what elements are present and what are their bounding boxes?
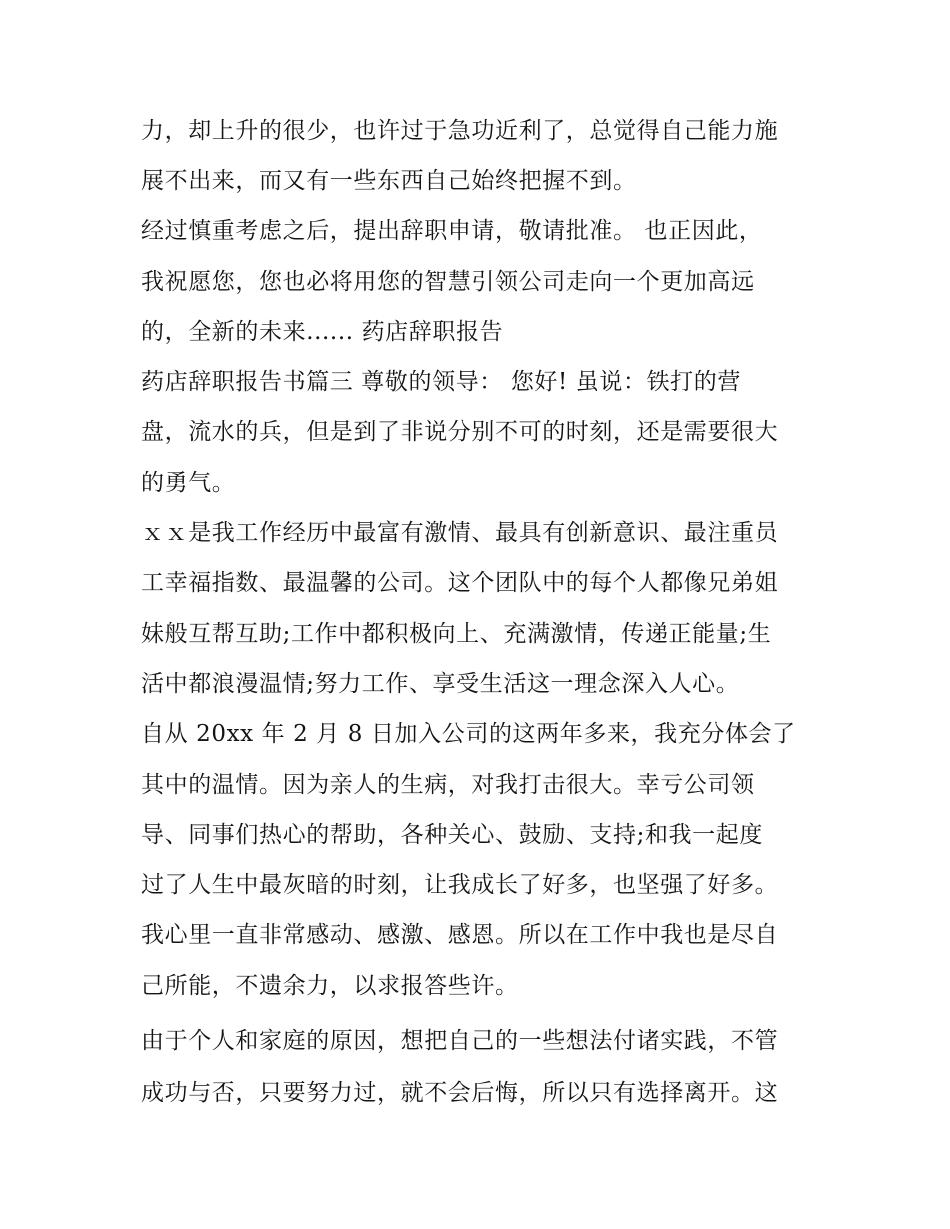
- text-line: 过了人生中最灰暗的时刻，让我成长了好多，也坚强了好多。: [141, 872, 779, 898]
- text-line: ｘｘ是我工作经历中最富有激情、最具有创新意识、最注重员: [141, 520, 779, 546]
- text-line: 己所能，不遗余力，以求报答些许。: [141, 973, 519, 999]
- text-line: 自从 20xx 年 2 月 8 日加入公司的这两年多来，我充分体会了: [141, 721, 796, 747]
- text-line: 其中的温情。因为亲人的生病，对我打击很大。幸亏公司领: [141, 772, 755, 798]
- text-line: 盘，流水的兵，但是到了非说分别不可的时刻，还是需要很大: [141, 419, 779, 445]
- text-line: 由于个人和家庭的原因，想把自己的一些想法付诸实践，不管: [141, 1028, 779, 1054]
- text-line: 经过慎重考虑之后，提出辞职申请，敬请批准。 也正因此，: [141, 218, 763, 244]
- text-line: 导、同事们热心的帮助，各种关心、鼓励、支持;和我一起度: [141, 822, 763, 848]
- text-line: 工幸福指数、最温馨的公司。这个团队中的每个人都像兄弟姐: [141, 570, 779, 596]
- text-line: 活中都浪漫温情;努力工作、享受生活这一理念深入人心。: [141, 671, 740, 697]
- text-line: 妹般互帮互助;工作中都积极向上、充满激情，传递正能量;生: [141, 621, 772, 647]
- text-line: 成功与否，只要努力过，就不会后悔，所以只有选择离开。这: [141, 1080, 779, 1106]
- text-line: 我心里一直非常感动、感激、感恩。所以在工作中我也是尽自: [141, 922, 779, 948]
- text-line: 药店辞职报告书篇三 尊敬的领导： 您好! 虽说：铁打的营: [141, 369, 741, 395]
- text-line: 的，全新的未来...... 药店辞职报告: [141, 319, 504, 345]
- text-line: 我祝愿您，您也必将用您的智慧引领公司走向一个更加高远: [141, 269, 755, 295]
- text-line: 的勇气。: [141, 470, 236, 496]
- text-line: 展不出来，而又有一些东西自己始终把握不到。: [141, 168, 637, 194]
- text-line: 力，却上升的很少，也许过于急功近利了，总觉得自己能力施: [141, 118, 779, 144]
